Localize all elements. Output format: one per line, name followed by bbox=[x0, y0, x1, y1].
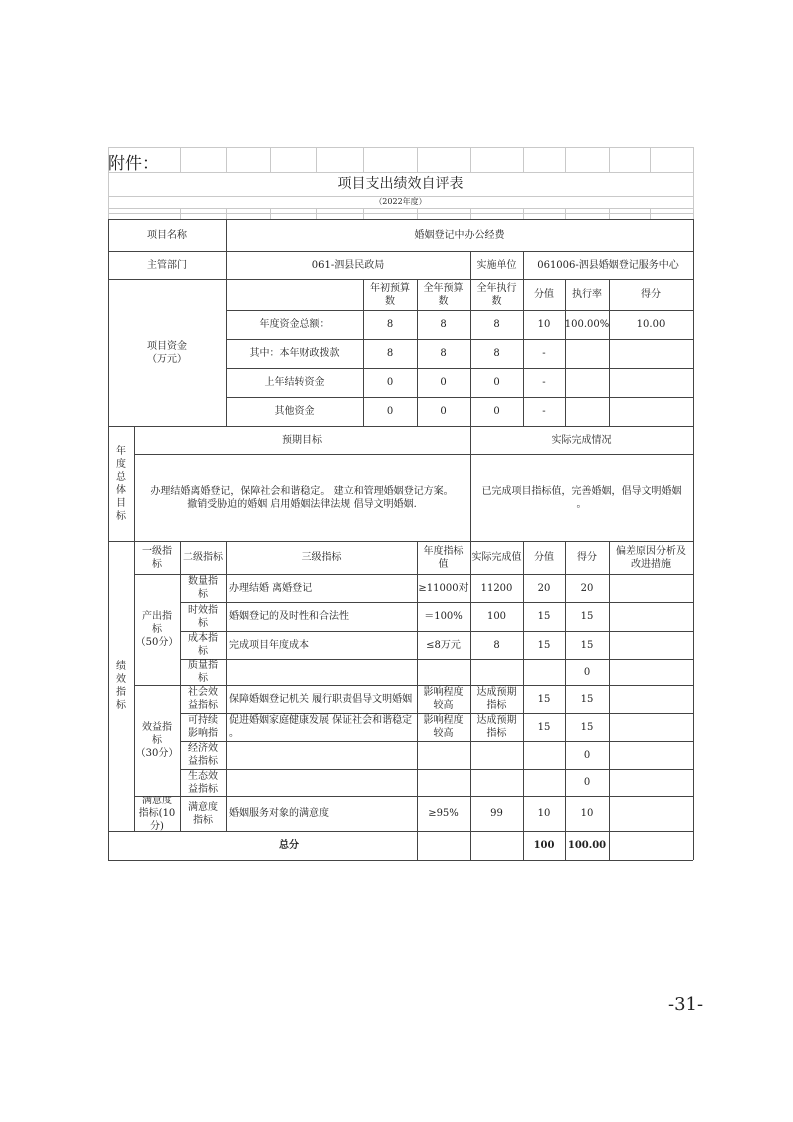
indicator-cell-score: 0 bbox=[583, 777, 591, 788]
indicator-cell-value: 15 bbox=[537, 721, 551, 733]
indicator-cell-target bbox=[417, 741, 470, 769]
indicator-cell-target: ≥95% bbox=[428, 808, 459, 819]
grid-line bbox=[609, 208, 610, 219]
project-name-label: 项目名称 bbox=[147, 229, 187, 241]
grid-line bbox=[270, 147, 271, 172]
fund-cell-rate: 100.00% bbox=[565, 319, 609, 330]
fund-cell-name: 其中：本年财政拨款 bbox=[249, 348, 340, 359]
indicator-cell-l2: 生态效 益指标 bbox=[188, 770, 218, 795]
indicator-cell-l2: 数量指 标 bbox=[188, 576, 218, 600]
indicator-cell-note bbox=[609, 796, 693, 831]
indicator-cell-l2: 成本指 标 bbox=[188, 633, 218, 657]
funds-header-score-value: 分值 bbox=[534, 289, 554, 300]
indicator-cell-note bbox=[609, 631, 693, 659]
indicator-cell-l3: 婚姻服务对象的满意度 bbox=[229, 808, 329, 819]
indicator-cell-target: 影响程度 较高 bbox=[423, 715, 464, 739]
fund-cell-executed: 8 bbox=[493, 319, 500, 330]
indicator-cell-actual bbox=[470, 741, 523, 769]
indicator-cell-l3 bbox=[226, 659, 417, 685]
grid-line bbox=[693, 147, 694, 219]
ind-header-level3: 三级指标 bbox=[301, 552, 342, 563]
attachment-label: 附件： bbox=[108, 154, 159, 174]
project-name-value: 婚姻登记中办公经费 bbox=[414, 229, 505, 241]
fund-cell-name: 其他资金 bbox=[274, 406, 315, 417]
fund-cell-annual: 8 bbox=[440, 348, 447, 359]
indicator-cell-note bbox=[609, 769, 693, 796]
page-number: -31- bbox=[668, 994, 704, 1015]
indicator-cell-score: 10 bbox=[580, 808, 594, 819]
expected-header: 预期目标 bbox=[282, 434, 322, 446]
grid-line bbox=[108, 208, 693, 209]
fund-cell-score_value: - bbox=[542, 406, 546, 417]
fund-cell-initial: 8 bbox=[386, 348, 394, 359]
indicator-cell-note bbox=[609, 602, 693, 631]
indicator-cell-actual: 99 bbox=[490, 808, 503, 819]
dept-label: 主管部门 bbox=[147, 259, 187, 271]
ind-header-actual: 实际完成值 bbox=[471, 552, 522, 563]
total-score: 100.00 bbox=[567, 840, 607, 851]
fund-cell-initial: 0 bbox=[386, 377, 394, 388]
fund-cell-score_value: 10 bbox=[537, 319, 551, 330]
indicator-cell-l2: 满意度 指标 bbox=[188, 801, 218, 826]
fund-cell-annual: 0 bbox=[440, 377, 447, 388]
grid-line bbox=[470, 147, 471, 172]
grid-line bbox=[226, 208, 227, 219]
indicator-cell-actual bbox=[470, 659, 523, 685]
fund-cell-rate bbox=[565, 368, 609, 397]
fund-cell-name: 年度资金总额： bbox=[259, 319, 330, 330]
dept-value: 061-泗县民政局 bbox=[311, 259, 385, 271]
indicator-cell-actual: 8 bbox=[493, 639, 500, 651]
grid-line bbox=[108, 147, 693, 148]
fund-cell-executed: 8 bbox=[493, 348, 500, 359]
grid-line bbox=[108, 860, 693, 861]
grid-line bbox=[523, 147, 524, 172]
actual-goal-text: 已完成项目指标值，完善婚姻，倡导文明婚姻 。 bbox=[481, 485, 682, 510]
expected-goal-text: 办理结婚离婚登记，保障社会和谐稳定。 建立和管理婚姻登记方案。 撤销受胁迫的婚姻 启用婚姻法律法规 倡导文明婚姻. bbox=[150, 485, 454, 510]
grid-line bbox=[180, 208, 181, 219]
indicator-cell-note bbox=[609, 659, 693, 685]
indicator-cell-score: 0 bbox=[583, 749, 591, 761]
ind-header-level1: 一级指 标 bbox=[142, 545, 172, 570]
indicator-cell-note bbox=[609, 685, 693, 713]
indicator-cell-target: ≥11000对 bbox=[418, 582, 469, 594]
indicator-cell-score: 15 bbox=[580, 639, 594, 651]
grid-line bbox=[226, 147, 227, 172]
fund-cell-rate bbox=[565, 339, 609, 368]
grid-line bbox=[108, 213, 693, 214]
grid-line bbox=[417, 208, 418, 219]
indicator-cell-value: 20 bbox=[537, 582, 551, 594]
indicator-cell-l3 bbox=[226, 769, 417, 796]
indicator-cell-score: 20 bbox=[580, 582, 594, 594]
indicator-cell-target: ＝100% bbox=[424, 611, 463, 622]
indicator-cell-note bbox=[609, 713, 693, 741]
funds-header-initial: 年初预算 数 bbox=[370, 282, 410, 307]
funds-header-score: 得分 bbox=[641, 289, 661, 300]
fund-cell-score bbox=[609, 397, 693, 426]
grid-line bbox=[363, 208, 364, 219]
indicator-cell-l3: 保障婚姻登记机关 履行职责倡导文明婚姻 bbox=[229, 693, 413, 705]
indicator-cell-l2: 社会效 益指标 bbox=[188, 687, 218, 711]
indicator-cell-actual: 达成预期 指标 bbox=[476, 687, 517, 711]
grid-line bbox=[417, 147, 418, 172]
fund-cell-initial: 8 bbox=[386, 319, 394, 330]
indicators-side-label: 绩 效 指 标 bbox=[116, 661, 126, 711]
grid-line bbox=[693, 219, 694, 860]
indicator-cell-value bbox=[523, 769, 565, 796]
funds-header-rate: 执行率 bbox=[572, 289, 602, 300]
fund-cell-score bbox=[609, 368, 693, 397]
fund-cell-annual: 0 bbox=[440, 406, 447, 417]
indicator-cell-actual: 100 bbox=[486, 611, 507, 622]
indicator-cell-target: 影响程度 较高 bbox=[423, 687, 464, 711]
funds-header-annual: 全年预算 数 bbox=[423, 282, 464, 307]
goals-label: 年 度 总 体 目 标 bbox=[116, 445, 126, 522]
grid-line bbox=[180, 147, 181, 172]
indicator-cell-actual bbox=[470, 769, 523, 796]
indicator-cell-l2: 时效指 标 bbox=[188, 604, 218, 629]
grid-line bbox=[650, 147, 651, 172]
grid-line bbox=[270, 208, 271, 219]
indicator-cell-value bbox=[523, 741, 565, 769]
ind-header-value: 分值 bbox=[534, 552, 554, 563]
funds-header-executed: 全年执行 数 bbox=[476, 282, 517, 307]
indicator-cell-score: 0 bbox=[583, 666, 591, 678]
fund-cell-initial: 0 bbox=[386, 406, 394, 417]
grid-line bbox=[363, 147, 364, 172]
indicator-cell-actual: 11200 bbox=[480, 582, 513, 594]
indicator-cell-l2: 经济效 益指标 bbox=[188, 743, 218, 767]
grid-line bbox=[565, 147, 566, 172]
group-benefit: 效益指 标 （30分） bbox=[135, 722, 179, 759]
ind-header-score: 得分 bbox=[577, 552, 597, 563]
grid-line bbox=[470, 208, 471, 219]
grid-line bbox=[316, 147, 317, 172]
page-title: 项目支出绩效自评表 bbox=[337, 175, 464, 192]
ind-header-level2: 二级指标 bbox=[183, 552, 223, 563]
fund-cell-score bbox=[609, 339, 693, 368]
indicator-cell-score: 15 bbox=[580, 611, 594, 622]
grid-line bbox=[523, 208, 524, 219]
indicator-cell-actual: 达成预期 指标 bbox=[476, 715, 517, 739]
total-label: 总分 bbox=[279, 840, 299, 851]
fund-cell-name: 上年结转资金 bbox=[264, 377, 325, 388]
fund-cell-executed: 0 bbox=[493, 406, 500, 417]
indicator-cell-note bbox=[609, 574, 693, 602]
impl-label: 实施单位 bbox=[476, 259, 517, 271]
indicator-cell-value bbox=[523, 659, 565, 685]
actual-header: 实际完成情况 bbox=[551, 434, 612, 446]
indicator-cell-l3: 完成项目年度成本 bbox=[229, 639, 309, 651]
indicator-cell-value: 15 bbox=[537, 611, 551, 622]
grid-line bbox=[565, 208, 566, 219]
ind-header-note: 偏差原因分析及 改进措施 bbox=[616, 545, 686, 570]
indicator-cell-value: 10 bbox=[537, 808, 551, 819]
indicator-cell-l3 bbox=[226, 741, 417, 769]
fund-cell-score_value: - bbox=[542, 348, 546, 359]
group-output: 产出指 标 （50分） bbox=[135, 611, 179, 648]
fund-cell-score: 10.00 bbox=[636, 319, 666, 330]
grid-line bbox=[316, 208, 317, 219]
ind-header-target: 年度指标 值 bbox=[423, 545, 464, 570]
year-label: （2022年度） bbox=[374, 196, 427, 206]
fund-cell-executed: 0 bbox=[493, 377, 500, 388]
grid-line bbox=[609, 147, 610, 172]
indicator-cell-l3: 促进婚姻家庭健康发展 保证社会和谐稳定 。 bbox=[229, 715, 413, 739]
indicator-cell-target bbox=[417, 769, 470, 796]
group-satisfaction: 满意度 指标(10 分) bbox=[138, 796, 176, 831]
indicator-cell-note bbox=[609, 741, 693, 769]
fund-cell-score_value: - bbox=[542, 377, 546, 388]
indicator-cell-value: 15 bbox=[537, 693, 551, 705]
indicator-cell-score: 15 bbox=[580, 693, 594, 705]
indicator-cell-value: 15 bbox=[537, 639, 551, 651]
impl-value: 061006-泗县婚姻登记服务中心 bbox=[537, 259, 679, 271]
indicator-cell-l3: 婚姻登记的及时性和合法性 bbox=[229, 611, 349, 622]
indicator-cell-target: ≤8万元 bbox=[426, 639, 461, 651]
funds-label: 项目资金 （万元） bbox=[147, 340, 187, 365]
indicator-cell-target bbox=[417, 659, 470, 685]
total-value: 100 bbox=[533, 840, 555, 851]
grid-line bbox=[650, 208, 651, 219]
fund-cell-rate bbox=[565, 397, 609, 426]
fund-cell-annual: 8 bbox=[440, 319, 447, 330]
indicator-cell-l2: 质量指 标 bbox=[188, 660, 218, 684]
indicator-cell-score: 15 bbox=[580, 721, 594, 733]
indicator-cell-l3: 办理结婚 离婚登记 bbox=[229, 582, 313, 594]
indicator-cell-l2: 可持续 影响指 bbox=[188, 715, 218, 739]
